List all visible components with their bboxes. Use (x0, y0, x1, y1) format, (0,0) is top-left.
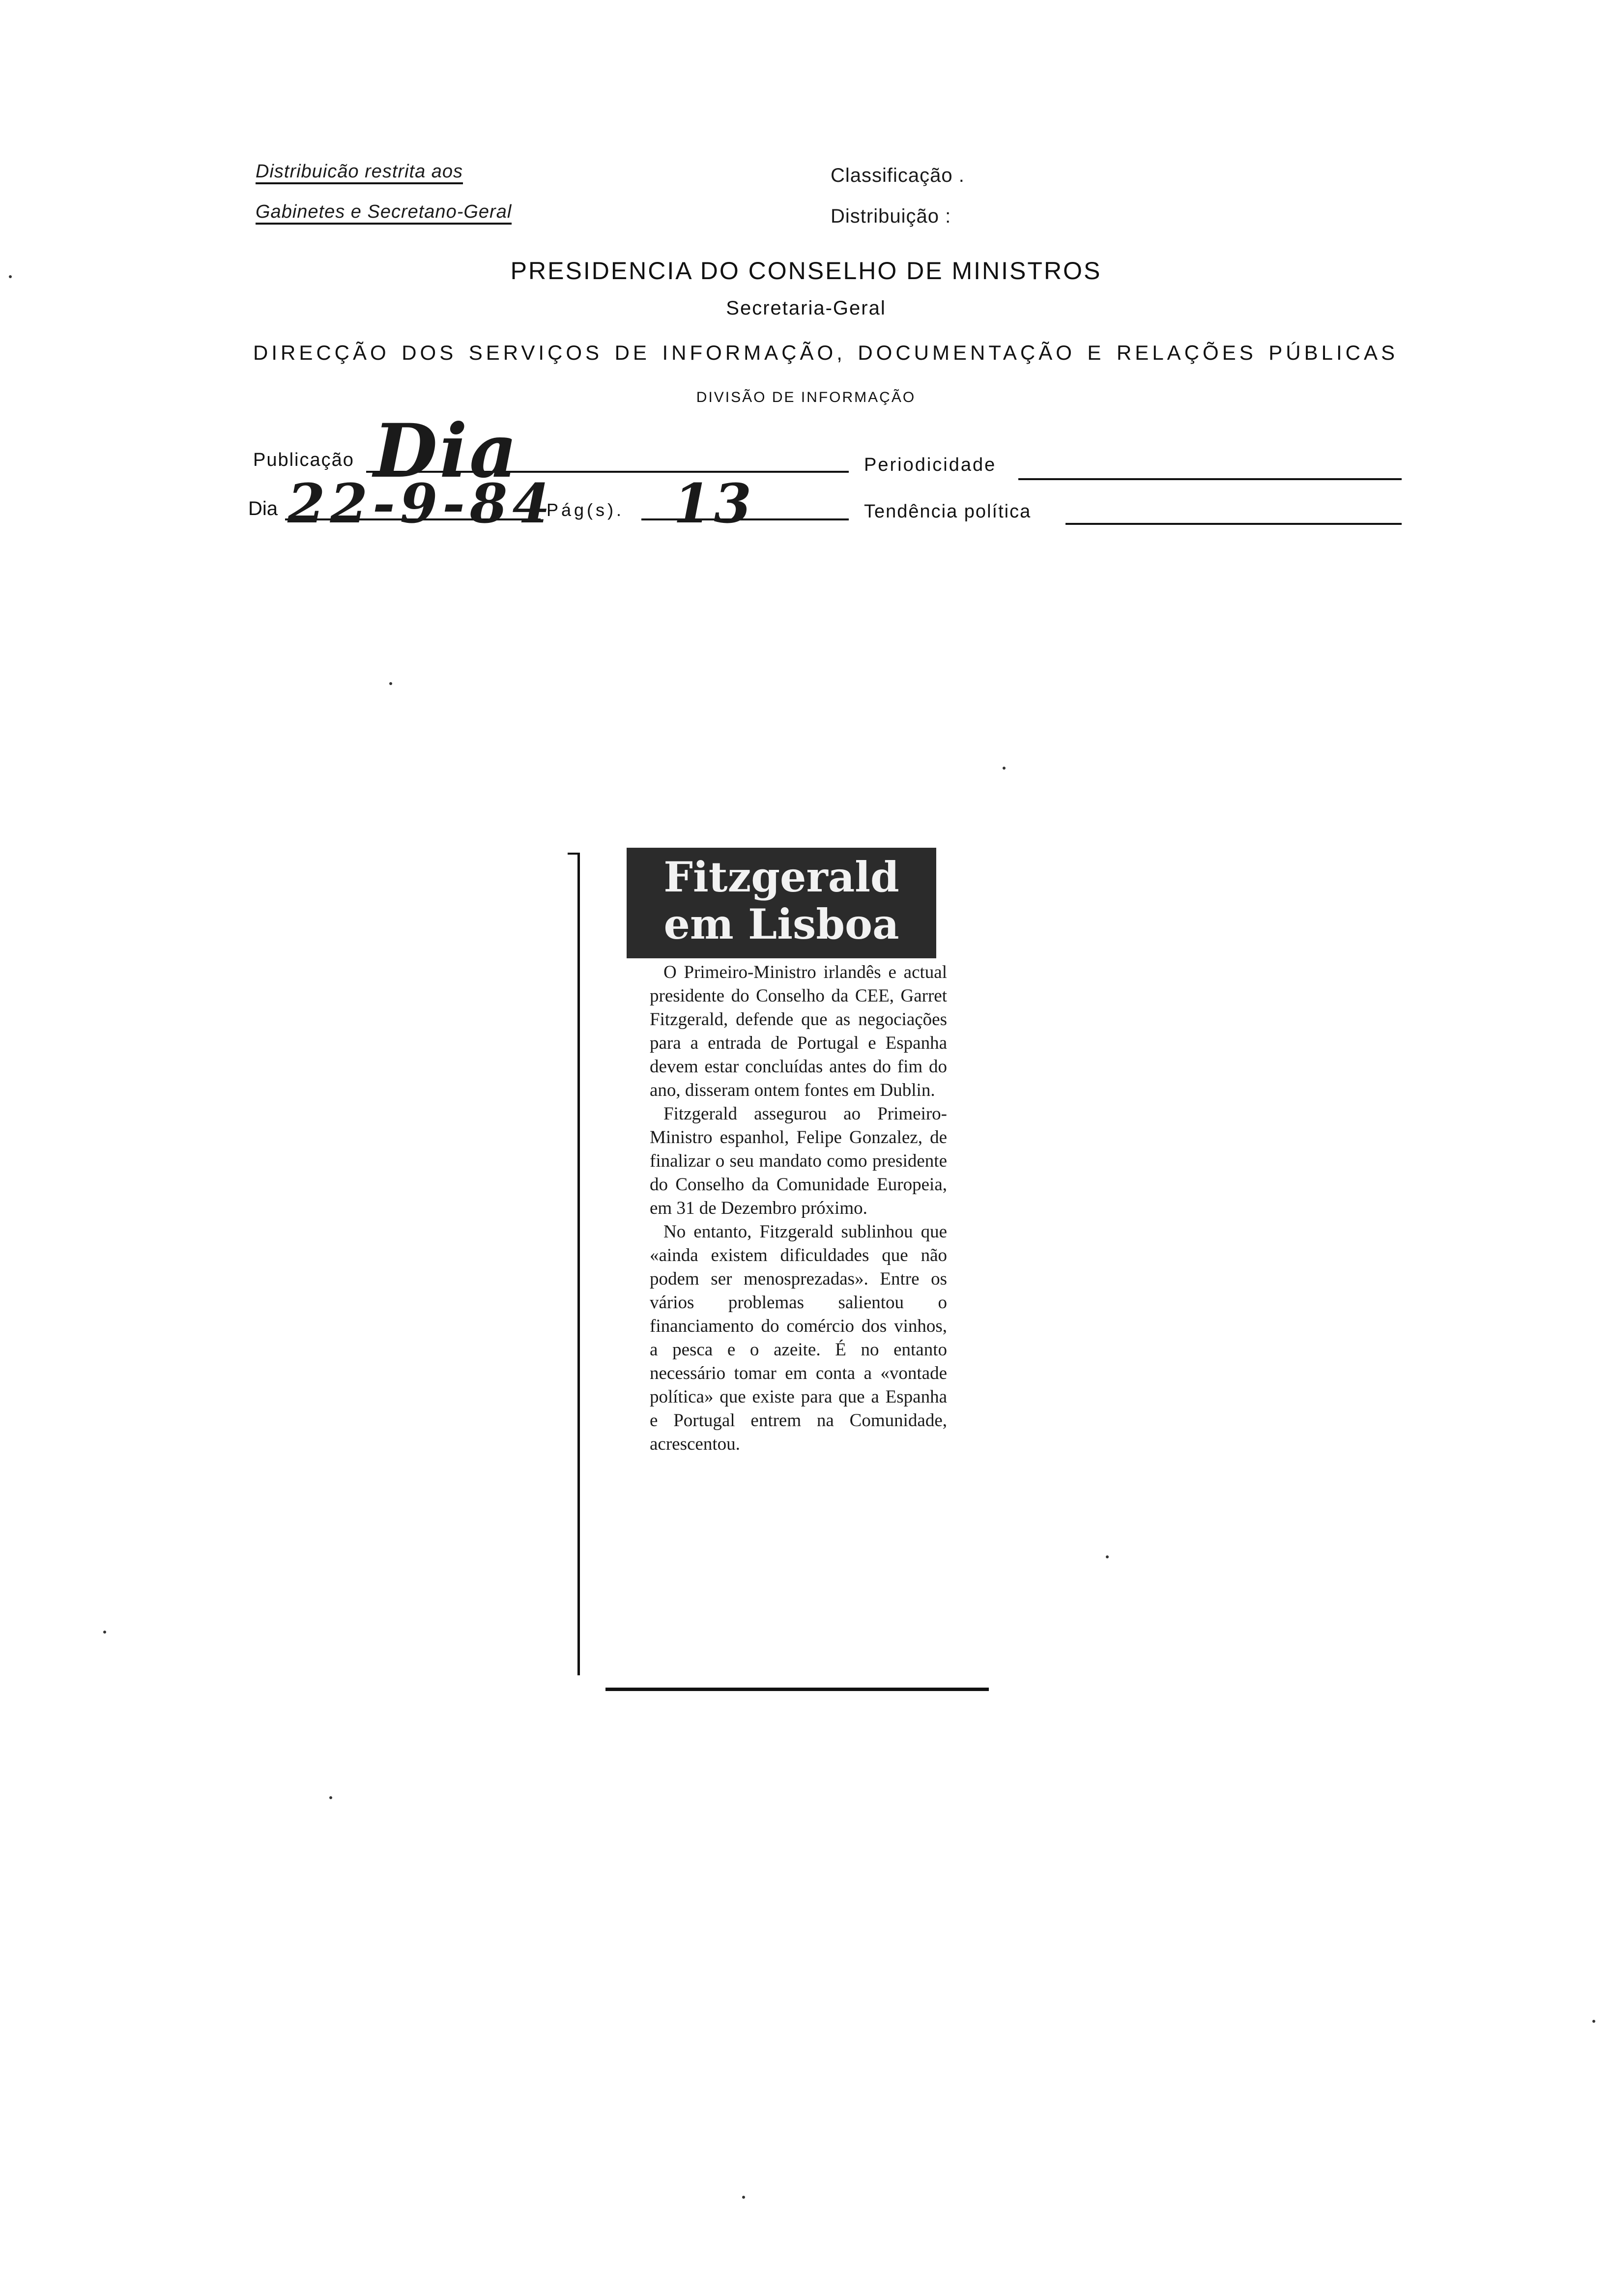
org-title: PRESIDENCIA DO CONSELHO DE MINISTROS (510, 257, 1102, 285)
headline-line1: Fitzgerald (663, 853, 899, 901)
scan-speck (9, 275, 12, 278)
publication-value: Dia (374, 408, 519, 494)
scan-speck (329, 1796, 332, 1799)
periodicity-label: Periodicidade (864, 455, 997, 475)
scan-speck (1003, 767, 1006, 770)
tendency-label: Tendência política (864, 501, 1032, 522)
periodicity-field-line (1018, 478, 1402, 480)
clipping-body (650, 961, 947, 1456)
day-value: 22-9-84 (288, 472, 555, 535)
scan-speck (742, 2196, 745, 2199)
pages-label: Pág(s). (547, 500, 625, 520)
distribution-label: Distribuição : (831, 205, 951, 227)
scan-speck (1592, 2020, 1595, 2023)
day-label: Dia (248, 498, 278, 519)
pages-value: 13 (673, 472, 755, 535)
scan-speck (389, 682, 392, 685)
scan-speck (103, 1631, 106, 1634)
clipping-paragraph-1: O Primeiro-Ministro irlandês e actual presidente do Conselho da CEE, Garret Fitzgerald, defende que as negociações para a entrada de Portugal e Espanha devem estar concluídas antes do fim do ano, disseram ontem fontes em Dublin. (650, 962, 947, 1100)
clipping-bottom-rule (605, 1688, 989, 1691)
publication-label: Publicação (253, 450, 354, 470)
org-subtitle: Secretaria-Geral (726, 297, 886, 319)
division-line: DIVISÃO DE INFORMAÇÃO (696, 389, 916, 405)
clipping-headline-box (627, 848, 936, 958)
direction-line: DIRECÇÃO DOS SERVIÇOS DE INFORMAÇÃO, DOCUMENTAÇÃO E RELAÇÕES PÚBLICAS (253, 341, 1398, 364)
clipping-paragraph-3: No entanto, Fitzgerald sublinhou que «ainda existem dificuldades que não podem ser menosprezadas». Entre os vários problemas salientou o financiamento do comércio dos vinhos, a pesca e o azeite. É no entanto necessário tomar em conta a «vontade política» que existe para que a Espanha e Portugal entrem na Comunidade, acrescentou. (650, 1222, 947, 1454)
clipping-left-bracket (568, 853, 580, 1675)
distribution-note-line2: Gabinetes e Secretano-Geral (256, 201, 512, 225)
distribution-note-line1: Distribuicão restrita aos (256, 161, 463, 184)
headline-line2: em Lisboa (663, 900, 899, 948)
tendency-field-line (1065, 523, 1402, 525)
classification-label: Classificação . (831, 165, 965, 186)
scan-speck (1106, 1555, 1109, 1558)
clipping-paragraph-2: Fitzgerald assegurou ao Primeiro-Ministro espanhol, Felipe Gonzalez, de finalizar o seu mandato como presidente do Conselho da Comunidade Europeia, em 31 de Dezembro próximo. (650, 1104, 947, 1218)
